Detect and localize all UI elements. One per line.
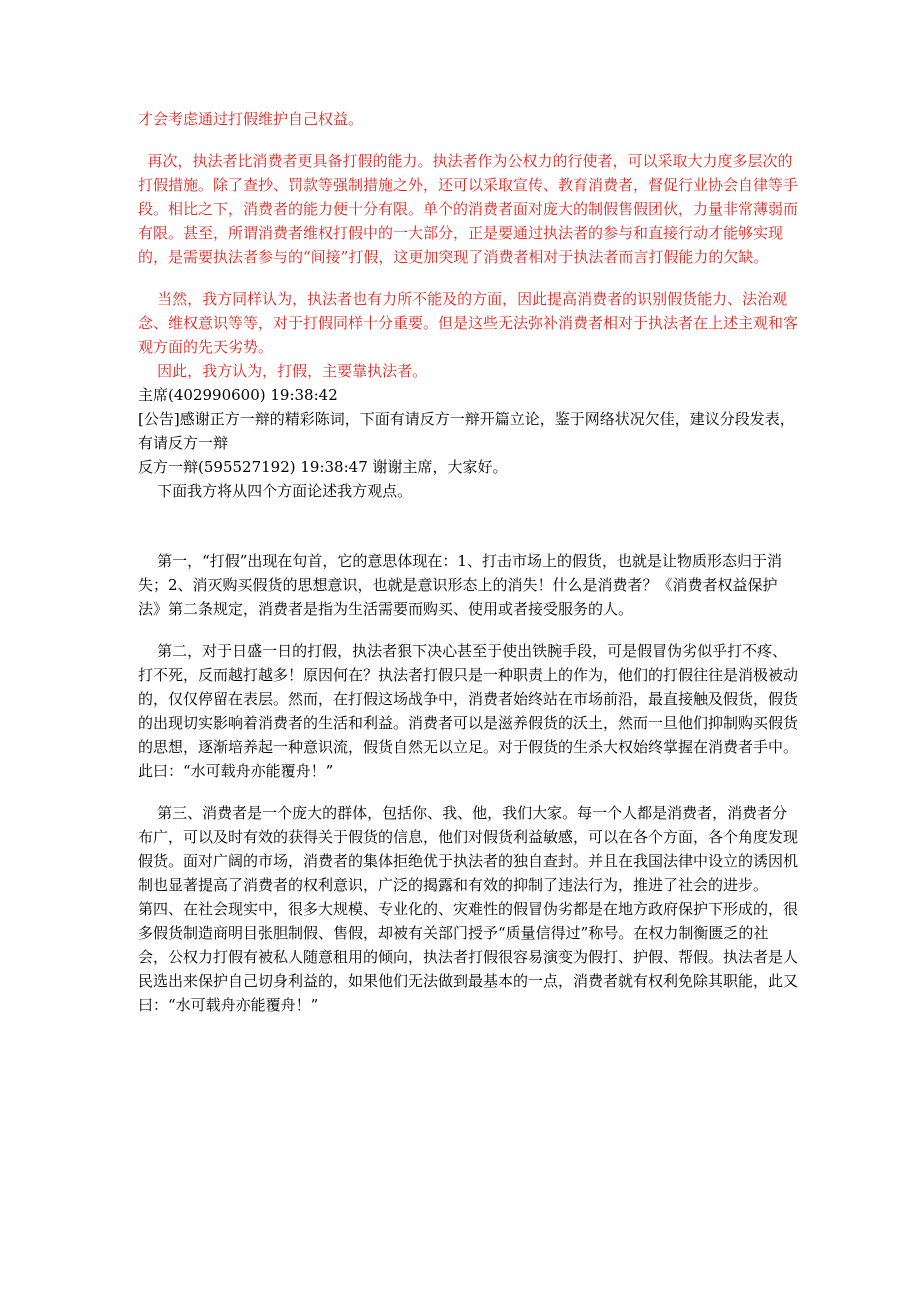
- paragraph-concession: 当然，我方同样认为，执法者也有力所不能及的方面，因此提高消费者的识别假货能力、法治观念、维权意识等等，对于打假同样十分重要。但是这些无法弥补消费者相对于执法者在上述主观和客观方面的先天劣势。: [138, 290, 799, 356]
- paragraph-overview: 下面我方将从四个方面论述我方观点。: [138, 482, 413, 500]
- paragraph-point-three: 第三、消费者是一个庞大的群体，包括你、我、他，我们大家。每一个人都是消费者，消费者分布广，可以及时有效的获得关于假货的信息，他们对假货利益敏感，可以在各个方面，各个角度发现假货。面对广阔的市场，消费者的集体拒绝优于执法者的独自查封。并且在我国法律中设立的诱因机制也显著提高了消费者的权利意识，广泛的揭露和有效的抑制了违法行为，推进了社会的进步。: [138, 804, 799, 894]
- paragraph-point-one: 第一，“打假”出现在句首，它的意思体现在：1、打击市场上的假货，也就是让物质形态归于消失；2、消灭购买假货的思想意识，也就是意识形态上的消失！什么是消费者？《消费者权益保护法》第二条规定，消费者是指为生活需要而购买、使用或者接受服务的人。: [138, 552, 782, 618]
- chat-header-chair: 主席(402990600) 19:38:42: [138, 386, 338, 404]
- paragraph-conclusion: 因此，我方认为，打假，主要靠执法者。: [138, 362, 428, 380]
- paragraph-third-argument: 再次，执法者比消费者更具备打假的能力。执法者作为公权力的行使者，可以采取大力度多层次的打假措施。除了查抄、罚款等强制措施之外，还可以采取宣传、教育消费者，督促行业协会自律等手段。相比之下，消费者的能力便十分有限。单个的消费者面对庞大的制假售假团伙，力量非常薄弱而有限。甚至，所谓消费者维权打假中的一大部分，正是要通过执法者的参与和直接行动才能够实现的，是需要执法者参与的“间接”打假，这更加突现了消费者相对于执法者而言打假能力的欠缺。: [138, 152, 799, 266]
- paragraph-point-four: 第四、在社会现实中，很多大规模、专业化的、灾难性的假冒伪劣都是在地方政府保护下形成的，很多假货制造商明目张胆制假、售假，却被有关部门授予“质量信得过”称号。在权力制衡匮乏的社会，公权力打假有被私人随意租用的倾向，执法者打假很容易演变为假打、护假、帮假。执法者是人民选出来保护自己切身利益的，如果他们无法做到最基本的一点，消费者就有权利免除其职能，此又曰：“水可载舟亦能覆舟！”: [138, 900, 799, 1014]
- announcement-text: [公告]感谢正方一辩的精彩陈词，下面有请反方一辩开篇立论，鉴于网络状况欠佳，建议分段发表，有请反方一辩: [138, 410, 795, 452]
- chat-header-opposition: 反方一辩(595527192) 19:38:47 谢谢主席，大家好。: [138, 458, 508, 476]
- paragraph-point-two: 第二，对于日盛一日的打假，执法者狠下决心甚至于使出铁腕手段，可是假冒伪劣似乎打不疼、打不死，反而越打越多！原因何在？执法者打假只是一种职责上的作为，他们的打假往往是消极被动的，仅仅停留在表层。然而，在打假这场战争中，消费者始终站在市场前沿，最直接触及假货，假货的出现切实影响着消费者的生活和利益。消费者可以是滋养假货的沃土，然而一旦他们抑制购买假货的思想，逐渐培养起一种意识流，假货自然无以立足。对于假货的生杀大权始终掌握在消费者手中。此曰：“水可载舟亦能覆舟！”: [138, 642, 799, 780]
- paragraph-intro-continuation: 才会考虑通过打假维护自己权益。: [138, 110, 364, 128]
- document-page: [138, 107, 798, 1017]
